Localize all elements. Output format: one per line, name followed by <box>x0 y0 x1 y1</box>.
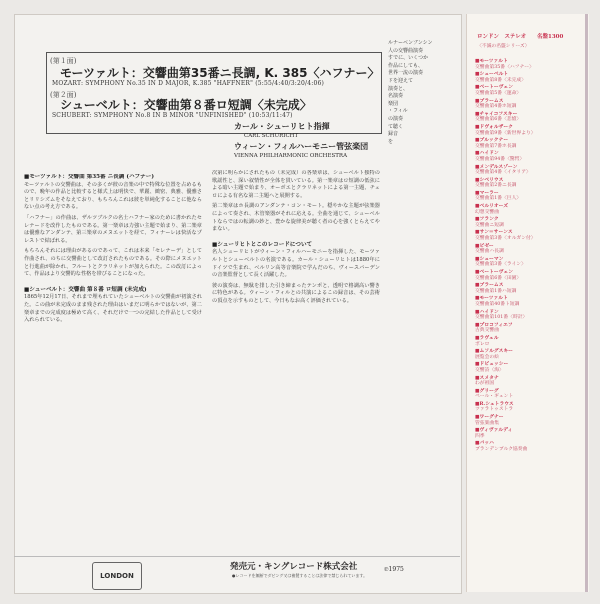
paragraph: 名人シューリヒトがウィーン・フィルハーモニーを指揮した、モーツァルトとシューベルトの名演である。カール・シューリヒトは1880年にドイツで生まれ、ベルリン高等音楽院で学んだのち、ヴィースバーデンの音楽監督として長く活躍した。 <box>212 249 380 279</box>
continued-text-line: を <box>388 138 394 145</box>
paragraph: 「ハフナー」の作曲は、ザルツブルクの名士ハフナー家のために書かれたセレナードを改作したものである。第一楽章は力強い主題で始まり、第二楽章は優雅なアンダンテ、第三楽章のメヌエットを経て、フィナーレは快活なプレストで結ばれる。 <box>24 214 202 244</box>
obi-list-item: ■モーツァルト <box>475 295 508 302</box>
obi-list-item: 交響曲第5番〈運命〉 <box>475 90 522 96</box>
obi-list-item: ■ビゼー <box>475 242 494 249</box>
obi-edge <box>585 14 588 592</box>
obi-list-item: 交響曲第8番〈未完成〉 <box>475 77 527 83</box>
obi-list-item: 交響曲第4番〈イタリア〉 <box>475 170 531 176</box>
work1-english: MOZART: SYMPHONY No.35 IN D MAJOR, K.385 "HAFFNER" (5:55/4:40/3:20/4:06) <box>52 80 325 87</box>
obi-list-item: ■ムソルグスキー <box>475 348 513 355</box>
obi-list-item: ボレロ <box>475 341 490 347</box>
obi-list-item: ■ベルリオーズ <box>475 203 509 210</box>
obi-list-item: ■チャイコフスキー <box>475 110 518 117</box>
paragraph: 次第に明らかにされたもの（未完成）の各楽章は、シューベルト独特の歌謡性と、深い叙情性が全体を貫いている。第一楽章はロ短調の低弦による暗い主題で始まり、オーボエとクラリネットによる第一主題、チェロによる有名な第二主題へと展開する。 <box>212 170 380 199</box>
obi-list-item: ペール・ギュント <box>475 394 514 400</box>
obi-list-item: 交響曲ニ短調 <box>475 222 504 228</box>
left-column <box>24 174 202 544</box>
obi-list-item: 交響曲第1番〈巨人〉 <box>475 196 522 202</box>
work2-english: SCHUBERT: SYMPHONY No.8 IN B MINOR "UNFINISHED" (10:53/11:47) <box>52 112 293 119</box>
obi-list-item: ■シューベルト <box>475 71 509 78</box>
work1-title: モーツァルト：交響曲第35番ニ長調, K. 385〈ハフナー〉 <box>60 66 380 80</box>
obi-list-item: ■R.シュトラウス <box>475 400 514 407</box>
obi-strip <box>466 14 589 592</box>
continued-text-line: て聴く <box>388 123 404 130</box>
continued-text-line: 作品にしても、 <box>388 62 424 69</box>
obi-list-item: ■モーツァルト <box>475 58 508 64</box>
section-heading-mozart: ■モーツァルト：交響曲 第35番 ニ長調 (ハフナー) <box>24 174 154 180</box>
obi-list-item: 古典交響曲 <box>475 328 499 334</box>
paragraph: もちろんそれには理由があるのであって、これは本来「セレナーデ」として作曲され、のちに交響曲として改訂されたものである。その際にメヌエットと行進曲が除かれ、フルートとクラリネットが加えられた。この改訂によって、作品はより交響的な性格を帯びることになった。 <box>24 248 202 278</box>
continued-text-line: ・フィル <box>388 108 408 115</box>
obi-list-item: 交響曲第94番〈驚愕〉 <box>475 156 525 162</box>
obi-list-item: 交響曲第40番ト短調 <box>475 301 520 307</box>
paragraph: 彼の演奏は、無駄を排した引き締まったテンポと、透明で格調高い響きに特色がある。ウィーン・フィルとの共演によるこの録音は、その芸術の頂点を示すものとして、今日もなお高く評価されている。 <box>212 282 380 304</box>
obi-list-item: 幻想交響曲 <box>475 209 499 215</box>
continued-text-line: 名演奏 <box>388 93 404 100</box>
obi-list-item: ■ラヴェル <box>475 334 499 341</box>
obi-series: 〈不滅の名盤シリーズ〉 <box>477 44 530 49</box>
copyright: ℗1975 <box>384 566 404 573</box>
paragraph: 第二楽章はホ長調のアンダンテ・コン・モート。穏やかな主題が弦楽器によって奏され、木管楽器がそれに応える。全曲を通じて、シューベルトならではの転調の妙と、豊かな旋律美が聴く者の心を強くとらえてやまない。 <box>212 203 380 233</box>
continued-text-line: ルナーベンブンシン <box>388 40 433 46</box>
obi-list-item: ■スメタナ <box>475 374 499 381</box>
continued-text-line: すでに、いくつか <box>388 55 429 62</box>
obi-list-item: ■フランク <box>475 216 499 223</box>
continued-text-line: 演奏と、 <box>388 85 409 92</box>
continued-text-line: ドを迎えて <box>388 77 414 84</box>
obi-list-item: 交響曲第6番〈悲愴〉 <box>475 117 522 123</box>
obi-top: ロンドン ステレオ <box>477 34 527 40</box>
obi-list-item: ■ドヴォルザーク <box>475 123 513 130</box>
obi-list-item: ■ベートーヴェン <box>475 84 513 91</box>
orchestra-name: ウィーン・フィルハーモニー管弦楽団 <box>234 142 369 151</box>
obi-list-item: 交響曲第6番〈田園〉 <box>475 275 522 281</box>
obi-list-item: ■マーラー <box>475 189 499 196</box>
obi-catalog-list <box>475 58 587 584</box>
obi-list-item: 交響曲第1番ハ短調 <box>475 288 517 294</box>
obi-list-item: ■グリーグ <box>475 387 499 394</box>
obi-list-item: 交響曲第9番〈新世界より〉 <box>475 130 536 136</box>
obi-list-item: 交響曲第4番ホ短調 <box>475 104 517 110</box>
obi-list-item: ■シューマン <box>475 255 504 262</box>
orchestra-english: VIENNA PHILHARMONIC ORCHESTRA <box>234 153 348 159</box>
continued-text-line: 世界一流の演奏 <box>388 70 424 77</box>
obi-list-item: 交響曲第3番〈ライン〉 <box>475 262 526 268</box>
publisher-note: ●レコードを無断でダビング又は複製することは法律で禁じられています。 <box>232 573 368 578</box>
obi-list-item: ブランデンブルク協奏曲 <box>475 447 528 453</box>
obi-list-item: ■プロコフィエフ <box>475 321 513 328</box>
paragraph: 1865年12月17日、それまで埋もれていたシューベルトの交響曲が初演された。この曲が未完成のまま残された理由はいまだに明らかではないが、第二楽章までの完成度は極めて高く、それだけで一つの完結した作品として受け入れられている。 <box>24 294 202 324</box>
obi-list-item: ■ベートーヴェン <box>475 269 513 275</box>
obi-list-item: ■シベリウス <box>475 176 504 183</box>
side2-label: (第２面) <box>50 91 77 99</box>
obi-list-item: ■サン＝サーンス <box>475 229 513 236</box>
continued-text-column <box>388 40 458 550</box>
obi-list-item: 交響詩〈海〉 <box>475 367 504 373</box>
obi-list-item: ■ハイドン <box>475 308 499 315</box>
continued-text-line: の演奏 <box>388 115 404 122</box>
obi-list-item: わが祖国 <box>475 381 495 387</box>
obi-list-item: 交響曲第2番ニ長調 <box>475 183 517 189</box>
conductor-english: CARL SCHURICHT <box>244 133 299 139</box>
obi-list-item: 管弦楽曲集 <box>475 420 499 426</box>
obi-list-item: ■ブラームス <box>475 282 504 289</box>
obi-list-item: 交響曲第35番〈ハフナー〉 <box>475 64 534 70</box>
conductor-name: カール・シューリヒト指揮 <box>234 122 330 131</box>
side1-label: (第１面) <box>50 57 77 65</box>
obi-list-item: ツァラトゥストラ <box>475 407 514 413</box>
obi-list-item: 交響曲第101番〈時計〉 <box>475 315 528 321</box>
continued-text-line: 人の交響曲演奏 <box>388 47 424 54</box>
obi-list-item: 交響曲ハ長調 <box>475 249 504 255</box>
publisher: 発売元・キングレコード株式会社 <box>230 562 358 572</box>
obi-list-item: ■バッハ <box>475 440 494 447</box>
obi-list-item: ■ドビュッシー <box>475 361 509 368</box>
obi-list-item: ■ワーグナー <box>475 414 504 421</box>
obi-list-item: 四季 <box>475 433 485 439</box>
obi-list-item: ■ハイドン <box>475 150 499 157</box>
obi-list-item: 交響曲第3番〈オルガン付〉 <box>475 236 536 242</box>
label-logo: LONDON <box>92 562 142 590</box>
section-heading-schuricht: ■シューリヒトとこのレコードについて <box>212 241 313 248</box>
obi-list-item: 展覧会の絵 <box>475 354 499 360</box>
continued-text-line: 楽団 <box>388 100 399 107</box>
middle-column <box>212 170 380 550</box>
obi-list-item: ■ブラームス <box>475 97 504 104</box>
obi-list-item: ■メンデルスゾーン <box>475 163 518 170</box>
section-heading-schubert: ■シューベルト：交響曲 第８番 ロ短調 (未完成) <box>24 286 147 293</box>
continued-text-line: 録音 <box>388 131 399 138</box>
obi-list-item: 交響曲第7番ホ長調 <box>475 143 517 149</box>
work2-title: シューベルト：交響曲第８番ロ短調〈未完成〉 <box>60 98 312 112</box>
obi-catalog: 名盤1300 <box>537 34 564 40</box>
paragraph: モーツァルトの交響曲は、その多くが彼の音楽の中で特殊な位置を占めるもので、晩年の作品と比較すると様式上は明快で、華麗、緻密、典雅、優雅さとリリシズムをそなえており、もちろんこれは彼を単純化することに他ならない点の考え方である。 <box>24 181 202 211</box>
obi-list-item: ■ブルックナー <box>475 137 509 144</box>
obi-list-item: ■ヴィヴァルディ <box>475 427 513 434</box>
